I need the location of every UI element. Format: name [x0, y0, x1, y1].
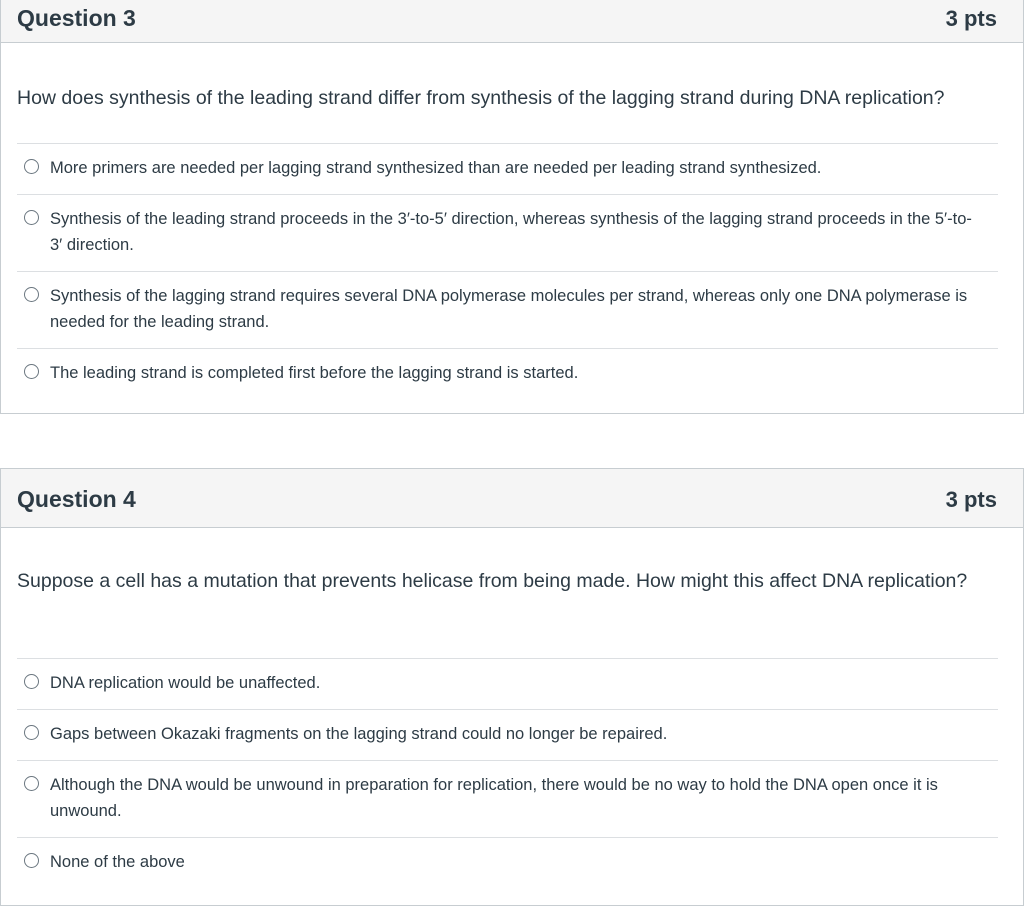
answer-list — [17, 143, 998, 399]
radio-button[interactable] — [24, 364, 39, 379]
radio-button[interactable] — [24, 287, 39, 302]
answer-option[interactable] — [17, 271, 998, 348]
answer-option[interactable] — [17, 194, 998, 271]
answer-list — [17, 658, 998, 888]
question-text: Suppose a cell has a mutation that prevents helicase from being made. How might this affect DNA replication? — [17, 570, 968, 592]
answer-label[interactable]: More primers are needed per lagging strand synthesized than are needed per leading strand synthesized. — [50, 159, 822, 177]
answer-label[interactable]: Synthesis of the lagging strand requires several DNA polymerase molecules per strand, whereas only one DNA polymerase is needed for the leading strand. — [50, 287, 968, 331]
question-text: How does synthesis of the leading strand differ from synthesis of the lagging strand during DNA replication? — [17, 87, 945, 109]
radio-button[interactable] — [24, 853, 39, 868]
answer-label[interactable]: None of the above — [50, 853, 185, 871]
question-4 — [0, 468, 1024, 906]
question-header — [1, 0, 1023, 43]
answer-option[interactable] — [17, 837, 998, 888]
answer-label[interactable]: Synthesis of the leading strand proceeds in the 3′-to-5′ direction, whereas synthesis of the lagging strand proceeds in the 5′-to-3′ direction. — [50, 210, 972, 254]
answer-option[interactable] — [17, 709, 998, 760]
question-header — [1, 469, 1023, 528]
question-title: Question 3 — [17, 5, 136, 31]
answer-option[interactable] — [17, 658, 998, 709]
answer-label[interactable]: Although the DNA would be unwound in preparation for replication, there would be no way to hold the DNA open once it is unwound. — [50, 776, 938, 820]
question-title: Question 4 — [17, 486, 136, 512]
radio-button[interactable] — [24, 674, 39, 689]
radio-button[interactable] — [24, 210, 39, 225]
radio-button[interactable] — [24, 159, 39, 174]
answer-option[interactable] — [17, 348, 998, 399]
answer-option[interactable] — [17, 143, 998, 194]
question-points: 3 pts — [945, 6, 997, 31]
question-3 — [0, 0, 1024, 414]
radio-button[interactable] — [24, 725, 39, 740]
answer-label[interactable]: DNA replication would be unaffected. — [50, 674, 321, 692]
radio-button[interactable] — [24, 776, 39, 791]
answer-option[interactable] — [17, 760, 998, 837]
question-points: 3 pts — [945, 487, 997, 512]
answer-label[interactable]: The leading strand is completed first before the lagging strand is started. — [50, 364, 579, 382]
answer-label[interactable]: Gaps between Okazaki fragments on the lagging strand could no longer be repaired. — [50, 725, 668, 743]
